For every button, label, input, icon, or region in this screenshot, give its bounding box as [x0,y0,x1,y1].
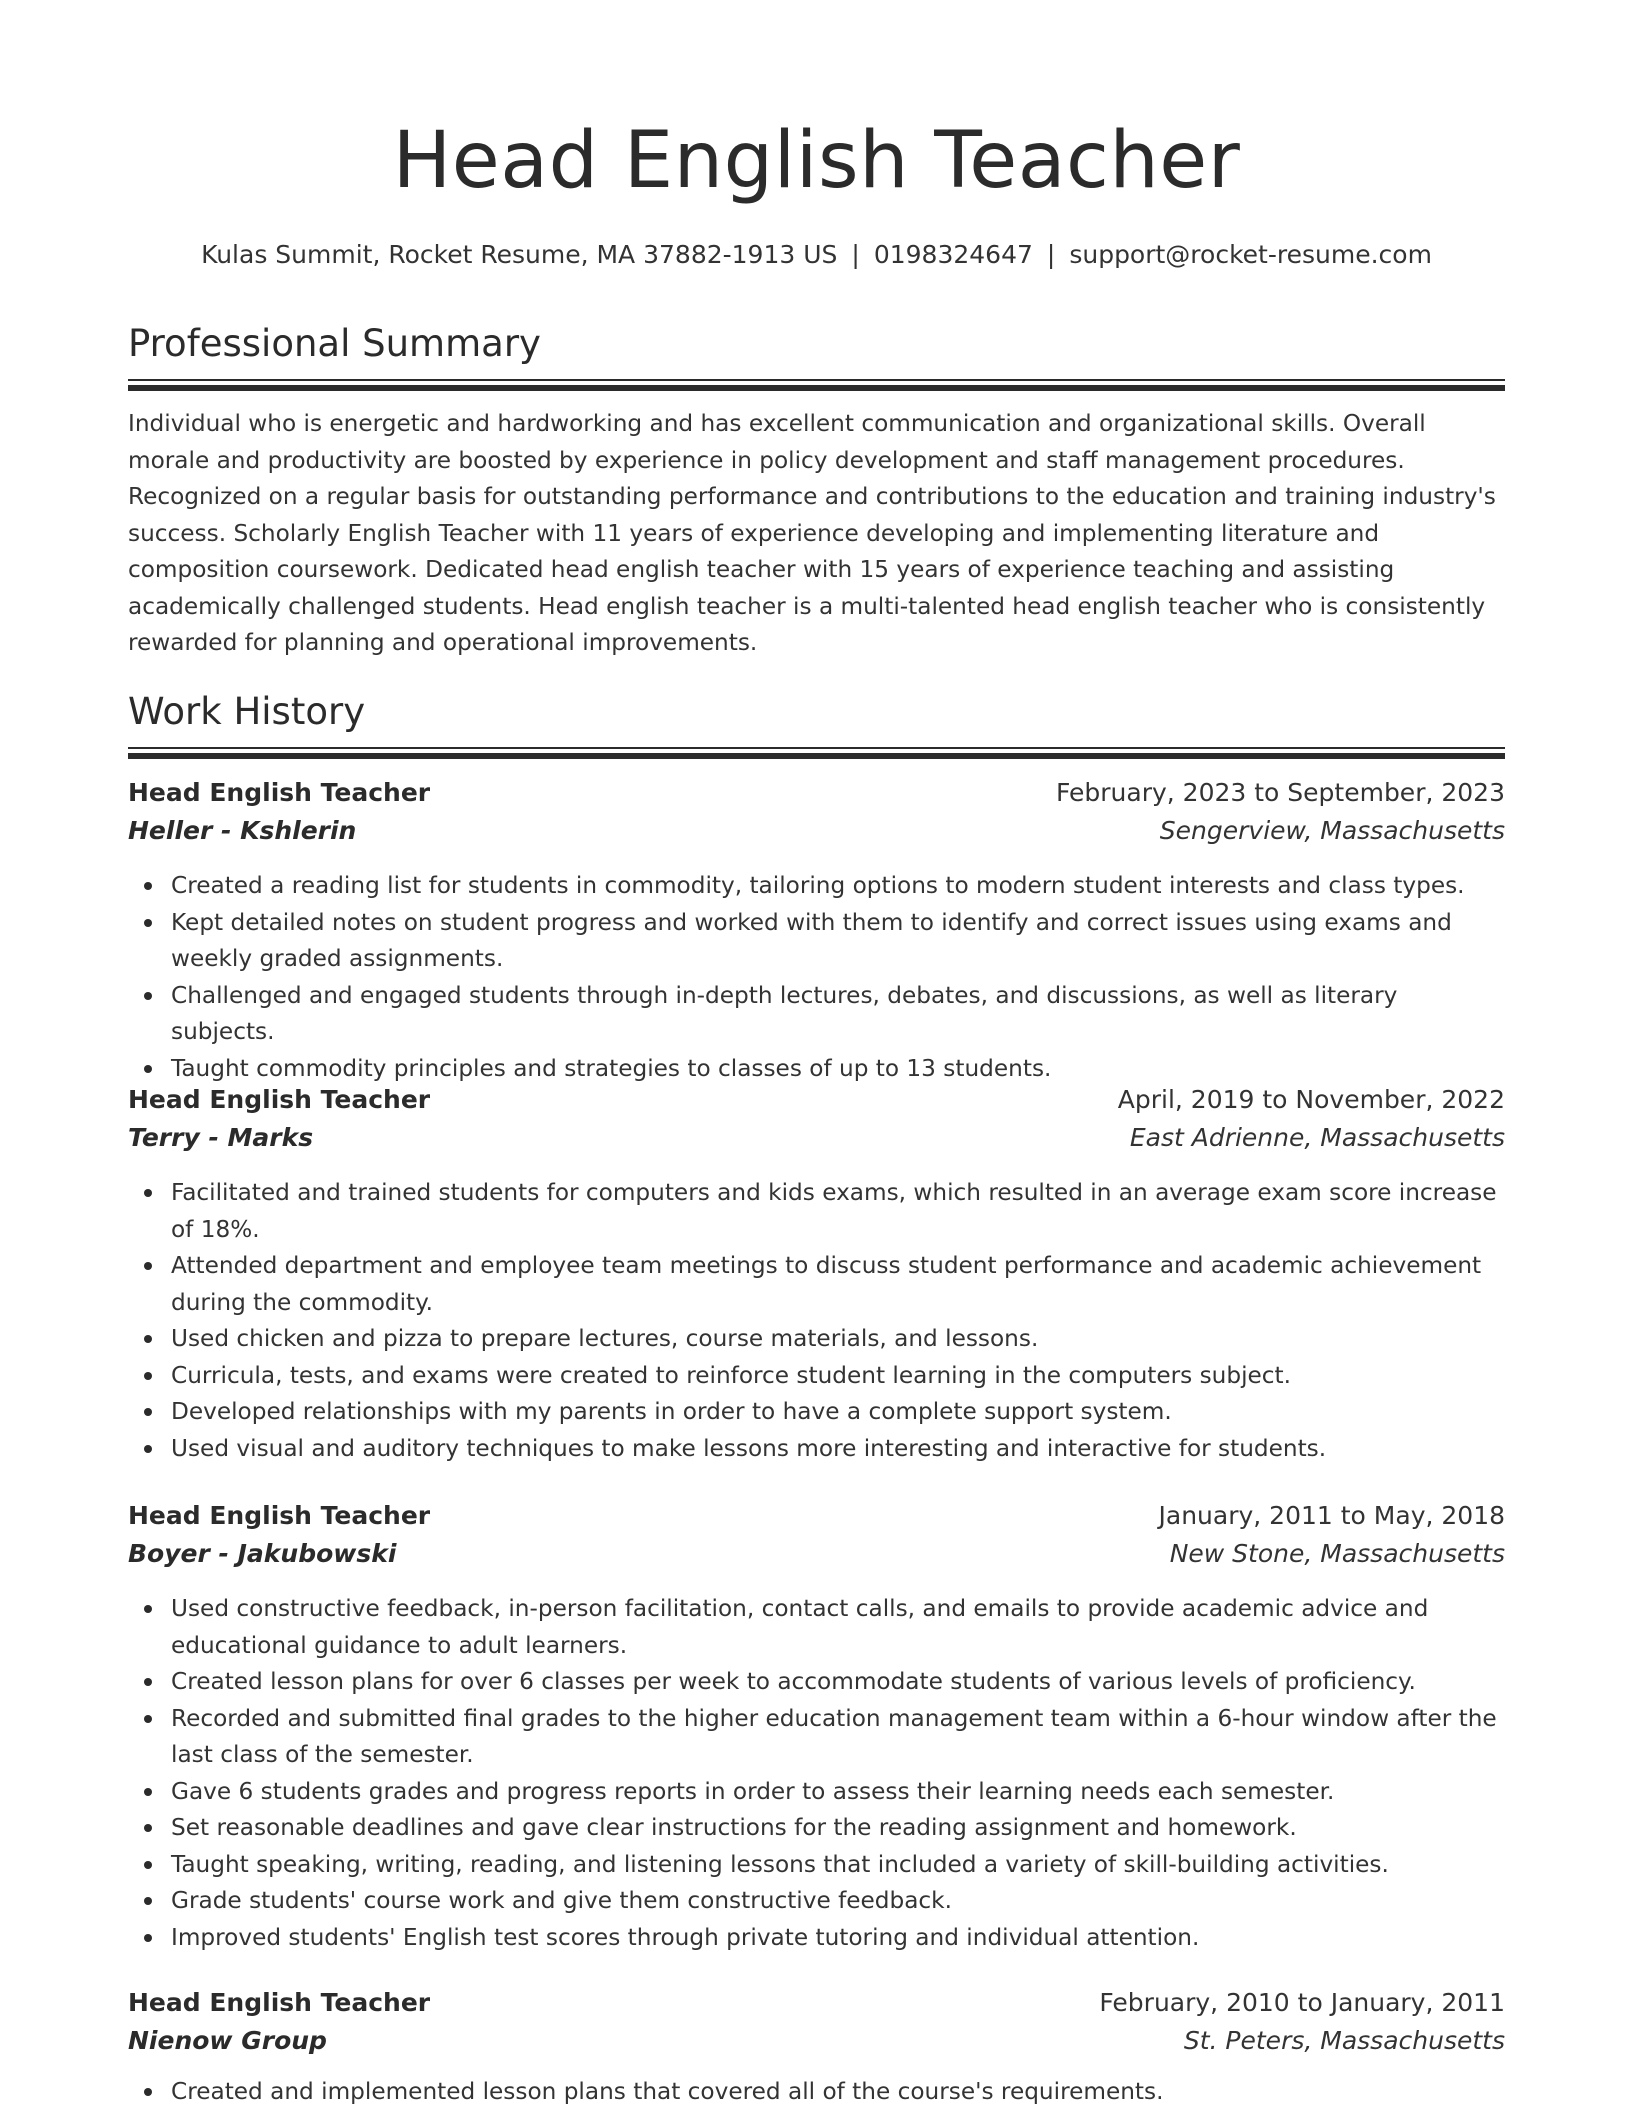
list-item: Challenged and engaged students through in-depth lectures, debates, and discussions, as well as literary subjects. [171,978,1505,1051]
job-dates: April, 2019 to November, 2022 [1117,1085,1505,1114]
resume-title: Head English Teacher [392,116,1241,206]
job-company-row [128,2026,1505,2064]
summary-text: Individual who is energetic and hardworking and has excellent communication and organizational skills. Overall morale and productivity are boosted by experience in policy development and staff management procedures. Recognized on a regular basis for outstanding performance and contributions to the education and training industry's success. Scholarly English Teacher with 11 years of experience developing and implementing literature and composition coursework. Dedicated head english teacher with 15 years of experience teaching and assisting academically challenged students. Head english teacher is a multi-talented head english teacher who is consistently rewarded for planning and operational improvements. [128,410,1496,656]
list-item: Created and implemented lesson plans that covered all of the course's requirements. [171,2074,1505,2111]
job-entry [128,778,1505,1087]
contact-address: Kulas Summit, Rocket Resume, MA 37882-1913 US [201,240,838,269]
job-dates: February, 2010 to January, 2011 [1099,1988,1505,2017]
list-item: Facilitated and trained students for computers and kids exams, which resulted in an average exam score increase of 18%. [171,1175,1505,1248]
job-title-row [128,1085,1505,1123]
summary-heading: Professional Summary [128,322,541,365]
job-location: East Adrienne, Massachusetts [1129,1123,1505,1152]
job-entry [128,1988,1505,2111]
job-title: Head English Teacher [128,1085,431,1114]
list-item: Used visual and auditory techniques to make lessons more interesting and interactive for students. [171,1431,1505,1468]
list-item: Kept detailed notes on student progress and worked with them to identify and correct issues using exams and weekly graded assignments. [171,905,1505,978]
list-item: Used constructive feedback, in-person facilitation, contact calls, and emails to provide academic advice and educational guidance to adult learners. [171,1591,1505,1664]
job-company-row [128,1123,1505,1161]
job-dates: February, 2023 to September, 2023 [1056,778,1505,807]
job-location: Sengerview, Massachusetts [1159,816,1505,845]
section-divider [128,747,1505,749]
list-item: Improved students' English test scores through private tutoring and individual attention. [171,1920,1505,1957]
list-item: Recorded and submitted final grades to the higher education management team within a 6-hour window after the last class of the semester. [171,1701,1505,1774]
job-company-row [128,816,1505,854]
section-divider [128,753,1505,759]
job-bullets [128,1175,1505,1467]
job-title: Head English Teacher [128,778,431,807]
job-bullets [128,1591,1505,1956]
list-item: Curricula, tests, and exams were created to reinforce student learning in the computers subject. [171,1358,1505,1395]
list-item: Used chicken and pizza to prepare lectures, course materials, and lessons. [171,1321,1505,1358]
job-company: Boyer - Jakubowski [128,1539,397,1568]
job-company: Nienow Group [128,2026,327,2055]
job-entry [128,1085,1505,1467]
work-section-header [128,690,1505,733]
section-divider [128,385,1505,391]
job-company: Heller - Kshlerin [128,816,357,845]
list-item: Developed relationships with my parents in order to have a complete support system. [171,1394,1505,1431]
job-title-row [128,778,1505,816]
work-heading: Work History [128,690,366,733]
list-item: Grade students' course work and give them constructive feedback. [171,1883,1505,1920]
list-item: Taught commodity principles and strategies to classes of up to 13 students. [171,1051,1505,1088]
job-title: Head English Teacher [128,1988,431,2017]
contact-phone: 0198324647 [873,240,1033,269]
job-location: New Stone, Massachusetts [1169,1539,1505,1568]
summary-section-header [128,322,1505,365]
section-divider [128,379,1505,381]
job-dates: January, 2011 to May, 2018 [1158,1501,1505,1530]
list-item: Created lesson plans for over 6 classes per week to accommodate students of various levels of proficiency. [171,1664,1505,1701]
list-item: Set reasonable deadlines and gave clear instructions for the reading assignment and homework. [171,1810,1505,1847]
contact-separator: | [1046,240,1056,269]
list-item: Taught speaking, writing, reading, and listening lessons that included a variety of skill-building activities. [171,1847,1505,1884]
job-entry [128,1501,1505,1956]
list-item: Created a reading list for students in commodity, tailoring options to modern student interests and class types. [171,868,1505,905]
job-location: St. Peters, Massachusetts [1183,2026,1505,2055]
job-title-row [128,1988,1505,2026]
contact-line [128,240,1505,269]
list-item: Gave 6 students grades and progress reports in order to assess their learning needs each semester. [171,1774,1505,1811]
job-bullets [128,2074,1505,2111]
job-title: Head English Teacher [128,1501,431,1530]
job-title-row [128,1501,1505,1539]
contact-separator: | [851,240,860,269]
contact-email[interactable]: support@rocket-resume.com [1069,240,1432,269]
job-company-row [128,1539,1505,1577]
job-company: Terry - Marks [128,1123,314,1152]
list-item: Attended department and employee team meetings to discuss student performance and academic achievement during the commodity. [171,1248,1505,1321]
job-bullets [128,868,1505,1087]
